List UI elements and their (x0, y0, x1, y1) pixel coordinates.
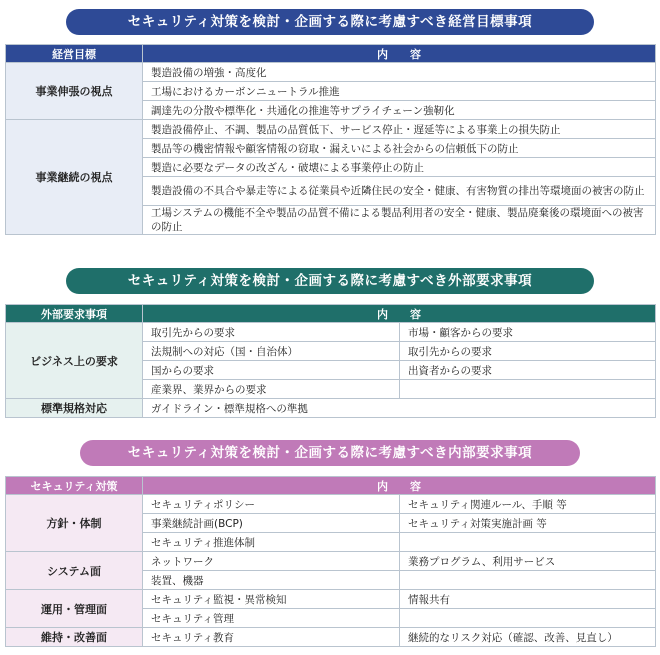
content-item: 調達先の分散や標準化・共通化の推進等サプライチェーン強靭化 (143, 101, 656, 120)
header-category: 経営目標 (6, 45, 143, 63)
content-item: 出資者からの要求 (400, 361, 656, 380)
content-item: セキュリティポリシー (143, 495, 400, 514)
header-content: 内 容 (143, 45, 656, 63)
content-item: 製造設備の不具合や暴走等による従業員や近隣住民の安全・健康、有害物質の排出等環境面の被害の防止 (143, 177, 656, 206)
content-item: 事業継続計画(BCP) (143, 514, 400, 533)
content-item (400, 380, 656, 399)
header-content: 内 容 (143, 305, 656, 323)
content-item (400, 609, 656, 628)
header-category: セキュリティ対策 (6, 477, 143, 495)
content-item: 工場システムの機能不全や製品の品質不備による製品利用者の安全・健康、製品廃棄後の環境面への被害の防止 (143, 206, 656, 235)
section3-title: セキュリティ対策を検討・企画する際に考慮すべき内部要求事項 (80, 440, 580, 466)
group-label: 維持・改善面 (6, 628, 143, 647)
content-item: ネットワーク (143, 552, 400, 571)
content-item: セキュリティ対策実施計画 等 (400, 514, 656, 533)
group-label: 事業伸張の視点 (6, 63, 143, 120)
content-item: 情報共有 (400, 590, 656, 609)
content-item: 取引先からの要求 (143, 323, 400, 342)
internal-requirements-table (5, 476, 656, 647)
content-item: 産業界、業界からの要求 (143, 380, 400, 399)
section2-title: セキュリティ対策を検討・企画する際に考慮すべき外部要求事項 (66, 268, 594, 294)
content-item: 装置、機器 (143, 571, 400, 590)
content-item: 継続的なリスク対応（確認、改善、見直し） (400, 628, 656, 647)
content-item: 製造に必要なデータの改ざん・破壊による事業停止の防止 (143, 158, 656, 177)
group-label: 事業継続の視点 (6, 120, 143, 235)
group-label: システム面 (6, 552, 143, 590)
content-item: 法規制への対応（国・自治体） (143, 342, 400, 361)
content-item (400, 571, 656, 590)
content-item: セキュリティ推進体制 (143, 533, 400, 552)
content-item: セキュリティ教育 (143, 628, 400, 647)
header-category: 外部要求事項 (6, 305, 143, 323)
content-item: 業務プログラム、利用サービス (400, 552, 656, 571)
content-item: 製造設備停止、不調、製品の品質低下、サービス停止・遅延等による事業上の損失防止 (143, 120, 656, 139)
content-item: 国からの要求 (143, 361, 400, 380)
content-item (400, 533, 656, 552)
content-item: セキュリティ関連ルール、手順 等 (400, 495, 656, 514)
content-item: 工場におけるカーボンニュートラル推進 (143, 82, 656, 101)
management-goals-table (5, 44, 656, 235)
content-item: セキュリティ監視・異常検知 (143, 590, 400, 609)
group-label: 方針・体制 (6, 495, 143, 552)
group-label: 運用・管理面 (6, 590, 143, 628)
content-item: 市場・顧客からの要求 (400, 323, 656, 342)
content-item: 製造設備の増強・高度化 (143, 63, 656, 82)
group-label: ビジネス上の要求 (6, 323, 143, 399)
content-item: 取引先からの要求 (400, 342, 656, 361)
header-content: 内 容 (143, 477, 656, 495)
group-label: 標準規格対応 (6, 399, 143, 418)
external-requirements-table (5, 304, 656, 418)
content-item: ガイドライン・標準規格への準拠 (143, 399, 656, 418)
section1-title: セキュリティ対策を検討・企画する際に考慮すべき経営目標事項 (66, 9, 594, 35)
content-item: 製品等の機密情報や顧客情報の窃取・漏えいによる社会からの信頼低下の防止 (143, 139, 656, 158)
content-item: セキュリティ管理 (143, 609, 400, 628)
